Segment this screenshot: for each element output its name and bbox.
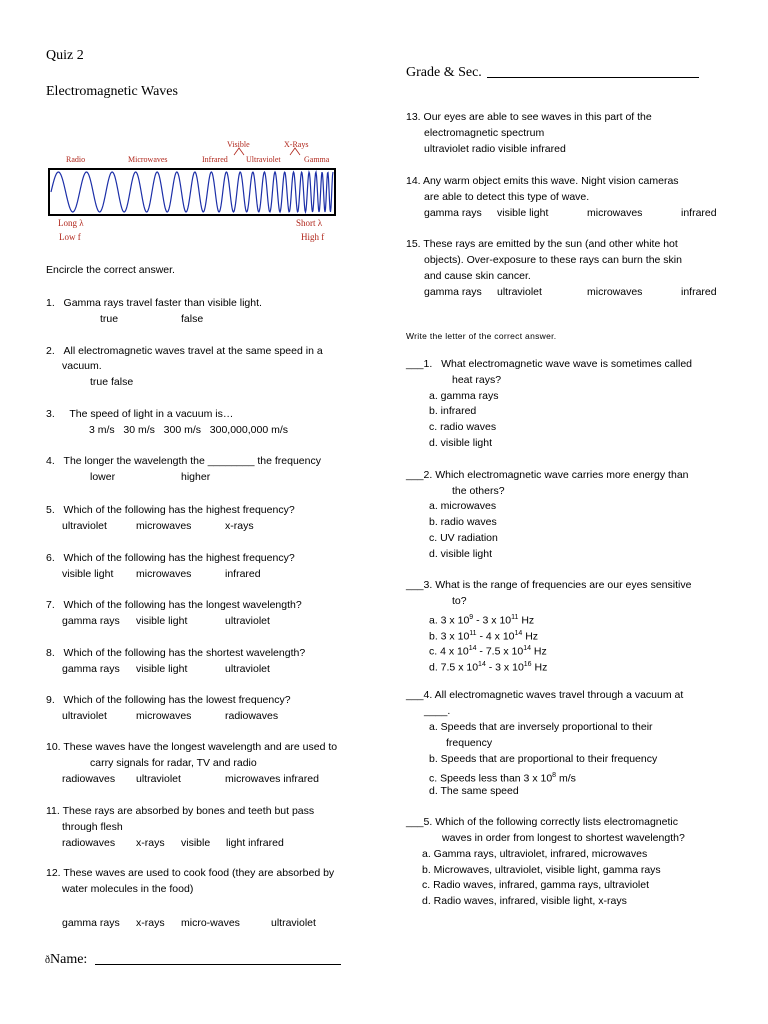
q13-options[interactable]: ultraviolet radio visible infrared — [424, 143, 566, 155]
q12-option-ultraviolet[interactable]: ultraviolet — [271, 917, 316, 929]
q11-option-xrays[interactable]: x-rays — [136, 837, 165, 849]
band-label-ultraviolet: Ultraviolet — [246, 155, 281, 164]
m1-choice-c: c. radio waves — [429, 421, 497, 433]
q7-option-ultraviolet[interactable]: ultraviolet — [225, 615, 270, 627]
m2-question: ___2. Which electromagnetic wave carries more energy than — [406, 469, 689, 481]
grade-section-label: Grade & Sec. — [406, 65, 482, 80]
m1-answer-blank[interactable]: ___ — [406, 358, 424, 370]
q12-option-xrays[interactable]: x-rays — [136, 917, 165, 929]
m4-question-cont: ____. — [424, 705, 451, 717]
q6-option-infrared[interactable]: infrared — [225, 568, 261, 580]
m5-choice-d: d. Radio waves, infrared, visible light, x-rays — [422, 895, 627, 907]
q15-question-cont: objects). Over-exposure to these rays can burn the skin — [424, 254, 682, 266]
q7-question: 7. Which of the following has the longest wavelength? — [46, 599, 302, 611]
q5-option-microwaves[interactable]: microwaves — [136, 520, 192, 532]
part2-instruction: Write the letter of the correct answer. — [406, 331, 557, 341]
q12-option-gamma-rays[interactable]: gamma rays — [62, 917, 120, 929]
q11-option-light-infrared[interactable]: light infrared — [226, 837, 284, 849]
m5-answer-blank[interactable]: ___ — [406, 816, 424, 828]
q15-option-microwaves[interactable]: microwaves — [587, 286, 643, 298]
m5-choice-a: a. Gamma rays, ultraviolet, infrared, microwaves — [422, 848, 648, 860]
band-label-visible: Visible — [227, 140, 250, 149]
q15-question: 15. These rays are emitted by the sun (and other white hot — [406, 238, 678, 250]
m3-choice-d: d. 7.5 x $10^{14} - 3$ x $10^{16}$ Hz — [429, 661, 548, 674]
q1-option-true[interactable]: true — [100, 313, 119, 325]
m1-question-cont: heat rays? — [452, 374, 502, 386]
q5-question: 5. Which of the following has the highest frequency? — [46, 504, 295, 516]
q10-question-cont: carry signals for radar, TV and radio — [90, 757, 257, 769]
m5-choice-b: b. Microwaves, ultraviolet, visible light, gamma rays — [422, 864, 661, 876]
q2-options[interactable]: true false — [90, 376, 134, 388]
q15-option-ultraviolet[interactable]: ultraviolet — [497, 286, 542, 298]
quiz-title: Quiz 2 — [46, 48, 84, 63]
q5-option-ultraviolet[interactable]: ultraviolet — [62, 520, 107, 532]
name-field[interactable] — [45, 952, 341, 968]
q14-question: 14. Any warm object emits this wave. Night vision cameras — [406, 175, 679, 187]
m4-choice-a: a. Speeds that are inversely proportional to their — [429, 721, 653, 733]
q14-question-cont: are able to detect this type of wave. — [424, 191, 590, 203]
q3-question: 3. The speed of light in a vacuum is… — [46, 408, 234, 420]
q15-option-infrared[interactable]: infrared — [681, 286, 717, 298]
grade-section-field[interactable] — [406, 65, 699, 81]
q6-question: 6. Which of the following has the highest frequency? — [46, 552, 295, 564]
q1-question: 1. Gamma rays travel faster than visible light. — [46, 297, 262, 309]
high-frequency-label: High f — [301, 232, 325, 242]
band-label-microwaves: Microwaves — [128, 155, 168, 164]
band-label-gamma: Gamma — [304, 155, 330, 164]
m1-choice-b: b. infrared — [429, 405, 477, 417]
m4-choice-c: c. Speeds less than 3 x $10^8$ m/s — [429, 772, 576, 785]
m1-question: ___1. What electromagnetic wave wave is sometimes called — [406, 358, 692, 370]
m5-question: ___5. Which of the following correctly lists electromagnetic — [406, 816, 678, 828]
name-blank[interactable] — [95, 952, 341, 965]
m1-choice-a: a. gamma rays — [429, 390, 499, 402]
m2-choice-c: c. UV radiation — [429, 532, 498, 544]
m4-choice-d: d. The same speed — [429, 785, 519, 797]
m3-choice-c: c. 4 x $10^{14} - 7.5$ x $10^{14}$ Hz — [429, 645, 547, 658]
q9-option-microwaves[interactable]: microwaves — [136, 710, 192, 722]
m4-answer-blank[interactable]: ___ — [406, 689, 424, 701]
long-wavelength-label: Long λ — [58, 218, 84, 228]
m2-question-cont: the others? — [452, 485, 505, 497]
m3-choice-a: a. 3 x $10^9 - 3$ x $10^{11}$ Hz — [429, 614, 535, 627]
q3-options[interactable]: 3 m/s 30 m/s 300 m/s 300,000,000 m/s — [89, 424, 289, 436]
q13-question: 13. Our eyes are able to see waves in this part of the — [406, 111, 652, 123]
m3-question-cont: to? — [452, 595, 467, 607]
spectrum-wave-diagram — [0, 0, 360, 240]
q9-option-radiowaves[interactable]: radiowaves — [225, 710, 279, 722]
m2-choice-d: d. visible light — [429, 548, 493, 560]
q2-question: 2. All electromagnetic waves travel at the same speed in a — [46, 345, 323, 357]
m1-choice-d: d. visible light — [429, 437, 493, 449]
q9-question: 9. Which of the following has the lowest frequency? — [46, 694, 291, 706]
m5-question-cont: waves in order from longest to shortest wavelength? — [442, 832, 685, 844]
q13-question-cont: electromagnetic spectrum — [424, 127, 545, 139]
name-prefix-glyph: ð — [45, 955, 50, 966]
q12-option-micro-waves[interactable]: micro-waves — [181, 917, 240, 929]
m3-question: ___3. What is the range of frequencies are our eyes sensitive — [406, 579, 692, 591]
q9-option-ultraviolet[interactable]: ultraviolet — [62, 710, 107, 722]
q10-option-radiowaves[interactable]: radiowaves — [62, 773, 116, 785]
q15-question-cont-2: and cause skin cancer. — [424, 270, 531, 282]
q6-option-microwaves[interactable]: microwaves — [136, 568, 192, 580]
q6-option-visible-light[interactable]: visible light — [62, 568, 114, 580]
q11-option-visible[interactable]: visible — [181, 837, 211, 849]
q7-option-visible-light[interactable]: visible light — [136, 615, 188, 627]
m2-answer-blank[interactable]: ___ — [406, 469, 424, 481]
short-wavelength-label: Short λ — [296, 218, 323, 228]
low-frequency-label: Low f — [59, 232, 81, 242]
q4-option-lower[interactable]: lower — [90, 471, 116, 483]
grade-section-blank[interactable] — [487, 65, 699, 78]
q14-option-infrared[interactable]: infrared — [681, 207, 717, 219]
m5-choice-c: c. Radio waves, infrared, gamma rays, ultraviolet — [422, 879, 650, 891]
q12-question: 12. These waves are used to cook food (they are absorbed by — [46, 867, 335, 879]
q11-option-radiowaves[interactable]: radiowaves — [62, 837, 116, 849]
m2-choice-b: b. radio waves — [429, 516, 497, 528]
q7-option-gamma-rays[interactable]: gamma rays — [62, 615, 120, 627]
q15-option-gamma-rays[interactable]: gamma rays — [424, 286, 482, 298]
q14-option-gamma-rays[interactable]: gamma rays — [424, 207, 482, 219]
q8-question: 8. Which of the following has the shortest wavelength? — [46, 647, 306, 659]
q8-option-visible-light[interactable]: visible light — [136, 663, 188, 675]
q12-question-cont: water molecules in the food) — [62, 883, 194, 895]
m4-choice-b: b. Speeds that are proportional to their frequency — [429, 753, 658, 765]
m4-choice-a-cont: frequency — [446, 737, 493, 749]
band-label-xrays: X-Rays — [284, 140, 309, 149]
topic-title: Electromagnetic Waves — [46, 84, 178, 99]
m2-choice-a: a. microwaves — [429, 500, 497, 512]
m4-question: ___4. All electromagnetic waves travel through a vacuum at — [406, 689, 684, 701]
q8-option-ultraviolet[interactable]: ultraviolet — [225, 663, 270, 675]
q8-option-gamma-rays[interactable]: gamma rays — [62, 663, 120, 675]
q10-option-ultraviolet[interactable]: ultraviolet — [136, 773, 181, 785]
q10-option-microwaves-infrared[interactable]: microwaves infrared — [225, 773, 319, 785]
q4-question: 4. The longer the wavelength the ________ the frequency — [46, 455, 321, 467]
band-label-infrared: Infrared — [202, 155, 228, 164]
band-label-radio: Radio — [66, 155, 86, 164]
q14-option-microwaves[interactable]: microwaves — [587, 207, 643, 219]
q11-question: 11. These rays are absorbed by bones and teeth but pass — [46, 805, 315, 817]
m3-choice-b: b. 3 x $10^{11} - 4$ x $10^{14}$ Hz — [429, 630, 539, 643]
q14-option-visible-light[interactable]: visible light — [497, 207, 549, 219]
q2-question-cont: vacuum. — [62, 360, 102, 372]
q1-option-false[interactable]: false — [181, 313, 204, 325]
q4-option-higher[interactable]: higher — [181, 471, 211, 483]
q5-option-xrays[interactable]: x-rays — [225, 520, 254, 532]
q10-question: 10. These waves have the longest wavelength and are used to — [46, 741, 338, 753]
q11-question-cont: through flesh — [62, 821, 123, 833]
m3-answer-blank[interactable]: ___ — [406, 579, 424, 591]
part1-instruction: Encircle the correct answer. — [46, 264, 175, 276]
name-label: Name: — [50, 952, 88, 967]
